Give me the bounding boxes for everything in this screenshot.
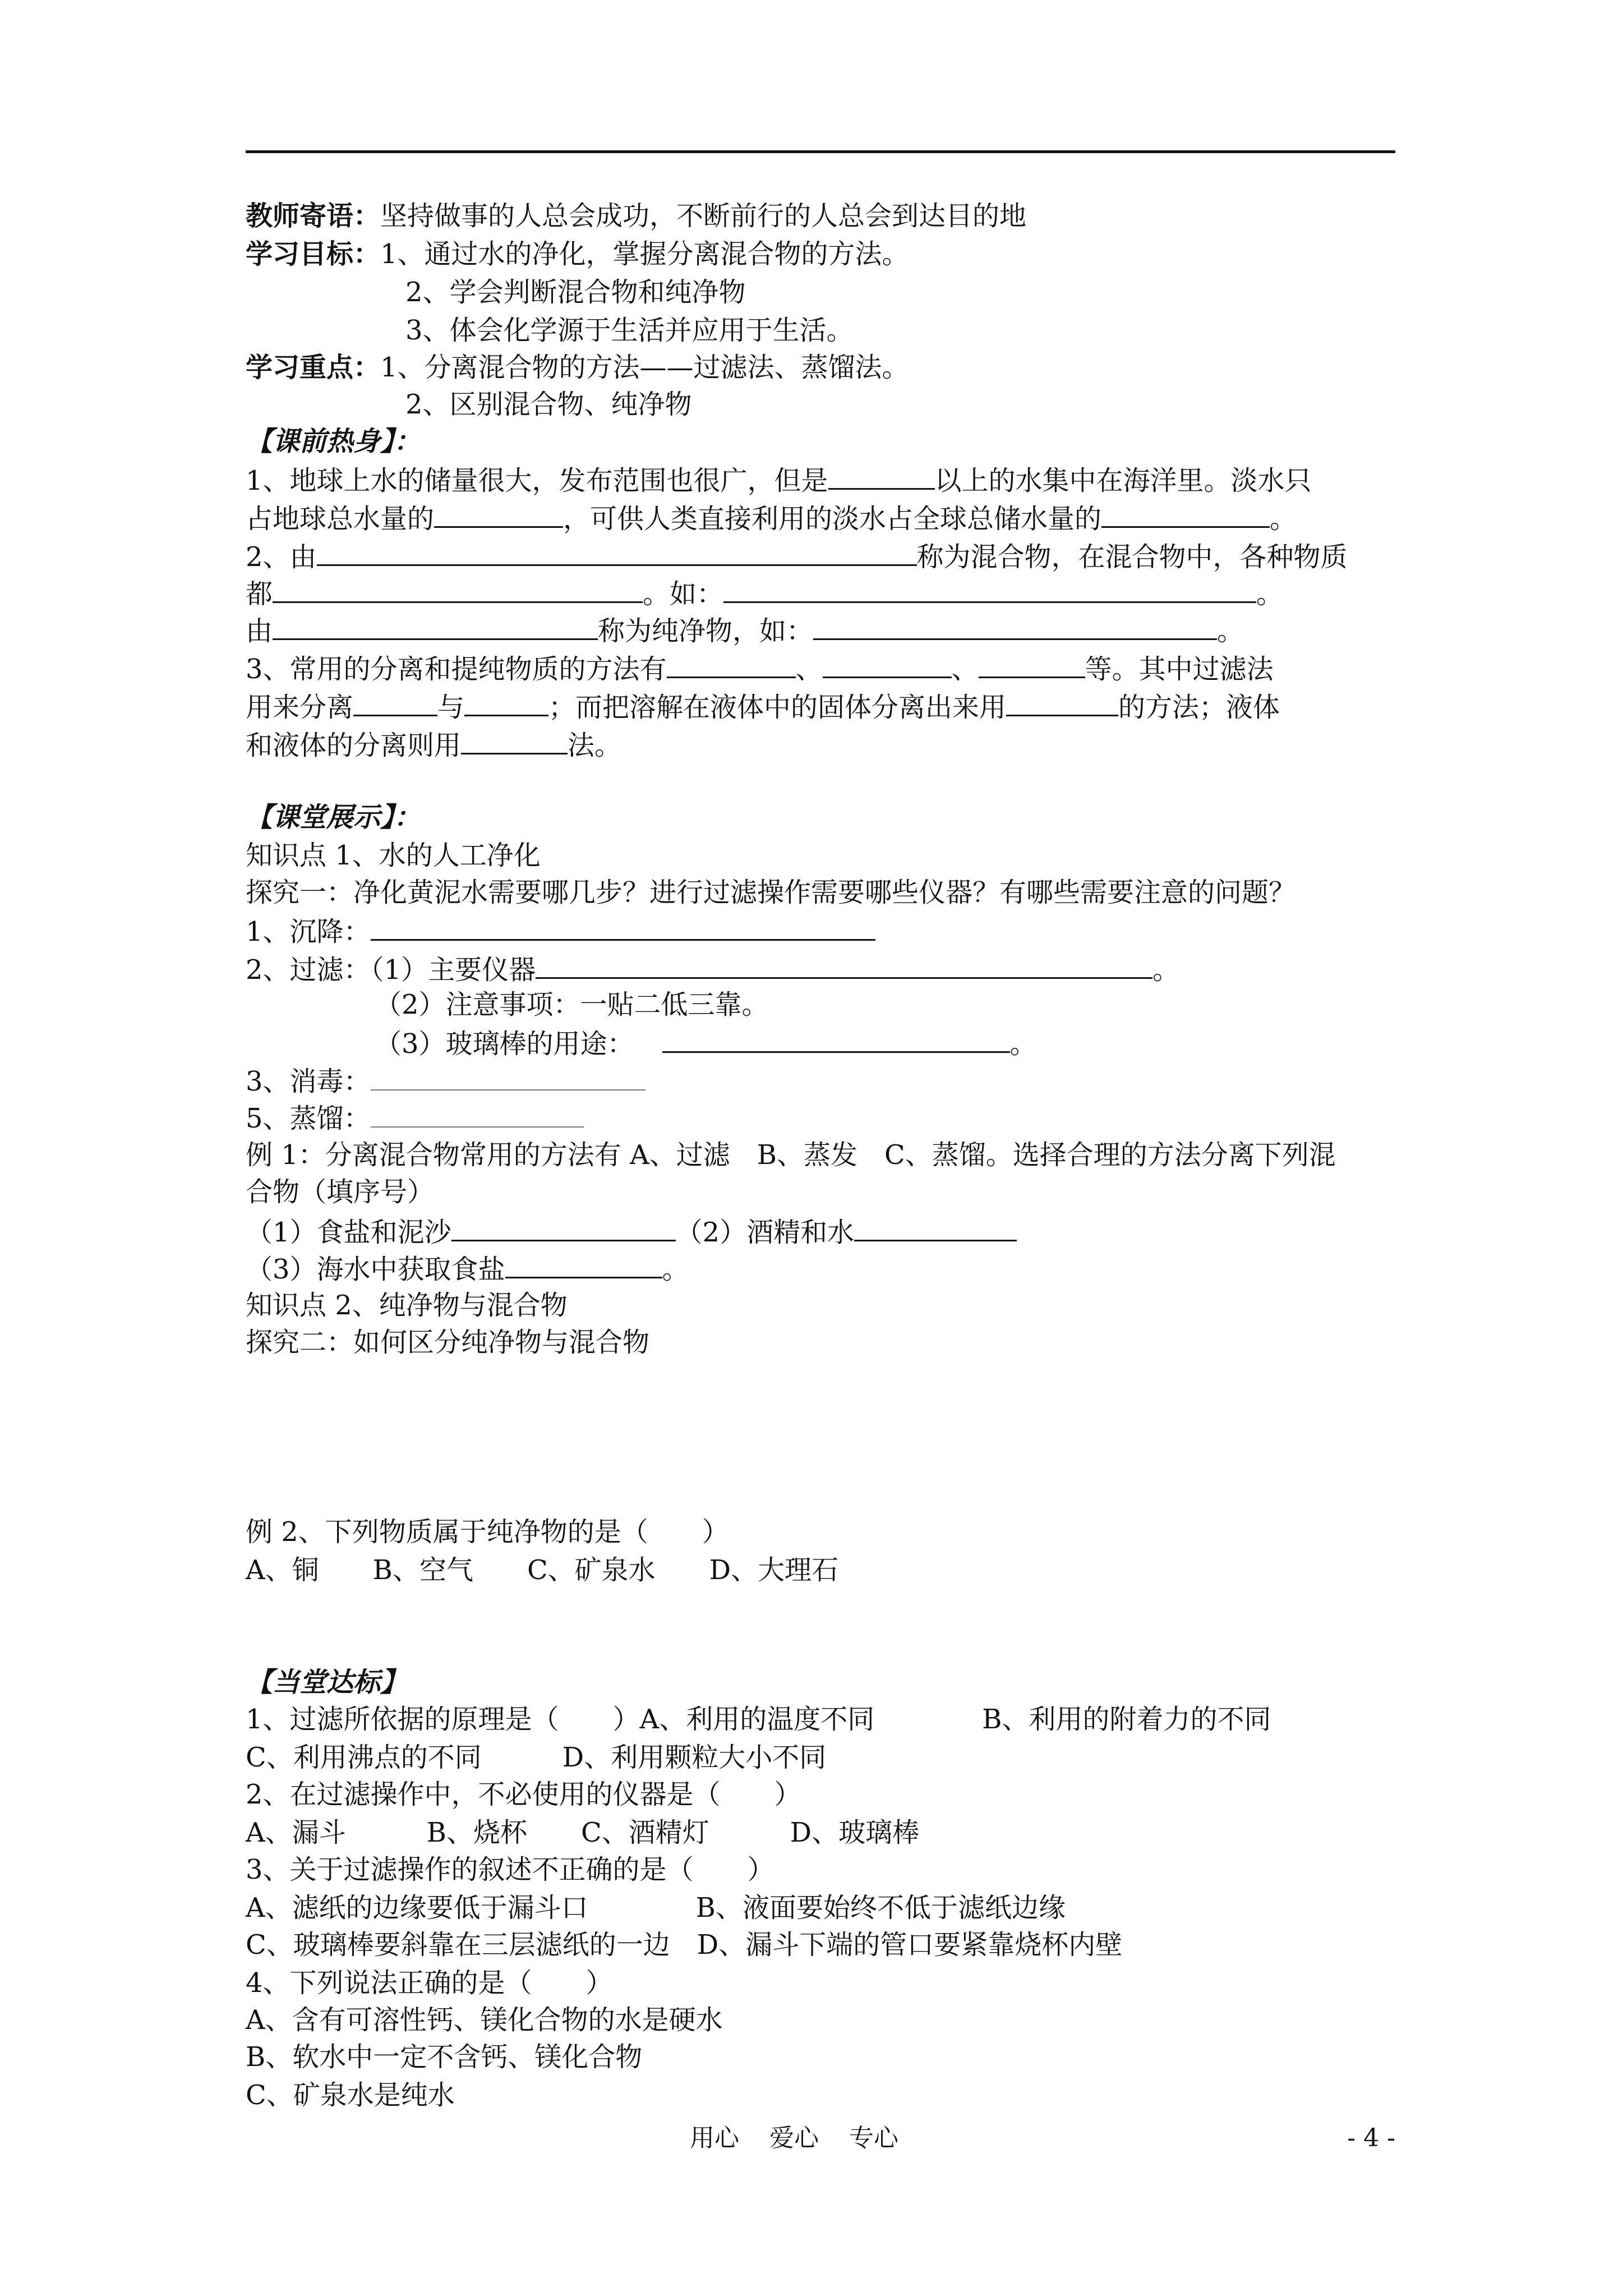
blank[interactable] xyxy=(979,647,1085,678)
example-1-item3: （3）海水中获取食盐 。 xyxy=(246,1248,689,1287)
header-rule xyxy=(246,150,1395,153)
warmup-heading: 【课前热身】： xyxy=(246,426,421,457)
test-q4: 4、下列说法正确的是（ ） xyxy=(246,1967,613,1999)
blank[interactable] xyxy=(464,685,548,716)
test-q4-option-b: B、软水中一定不含钙、镁化合物 xyxy=(246,2041,643,2073)
blank[interactable] xyxy=(854,1211,1017,1241)
step-disinfection: 3、消毒： xyxy=(246,1060,645,1099)
footer-motto: 用心 爱心 专心 xyxy=(690,2124,898,2152)
blank[interactable] xyxy=(813,609,1217,640)
page-number: - 4 - xyxy=(1347,2124,1395,2152)
blank[interactable] xyxy=(536,948,1152,979)
blank[interactable] xyxy=(1101,497,1270,528)
blank[interactable] xyxy=(273,609,598,640)
warmup-q3: 3、常用的分离和提纯物质的方法有 、 、 等。其中过滤法 xyxy=(246,647,1274,687)
example-2-options: A、铜 B、空气 C、矿泉水 D、大理石 xyxy=(246,1554,839,1586)
learning-goals: 学习目标：1、通过水的净化，掌握分离混合物的方法。 xyxy=(246,238,909,270)
warmup-q2: 2、由 称为混合物，在混合物中，各种物质 xyxy=(246,535,1348,574)
blank[interactable] xyxy=(667,647,796,678)
knowledge-point-2: 知识点 2、纯净物与混合物 xyxy=(246,1290,568,1321)
test-q1: 1、过滤所依据的原理是（ ）A、利用的温度不同 B、利用的附着力的不同 xyxy=(246,1704,1271,1735)
key-points: 学习重点：1、分离混合物的方法——过滤法、蒸馏法。 xyxy=(246,352,909,383)
step-distillation: 5、蒸馏： xyxy=(246,1097,584,1137)
learning-goal-2: 2、学会判断混合物和纯净物 xyxy=(405,277,746,308)
blank[interactable] xyxy=(317,535,917,566)
test-q3-options-2: C、玻璃棒要斜靠在三层滤纸的一边 D、漏斗下端的管口要紧靠烧杯内壁 xyxy=(246,1929,1123,1961)
blank[interactable] xyxy=(273,572,643,603)
blank[interactable] xyxy=(723,572,1256,603)
blank[interactable] xyxy=(371,910,875,941)
example-1-cont: 合物（填序号） xyxy=(246,1176,435,1208)
learning-goal-3: 3、体会化学源于生活并应用于生活。 xyxy=(405,315,854,346)
warmup-q3-liquid: 和液体的分离则用 法。 xyxy=(246,724,621,763)
classroom-heading: 【课堂展示】： xyxy=(246,802,421,833)
blank[interactable] xyxy=(371,1097,584,1128)
test-q3: 3、关于过滤操作的叙述不正确的是（ ） xyxy=(246,1854,774,1885)
warmup-q3-cont: 用来分离 与 ；而把溶解在液体中的固体分离出来用 的方法；液体 xyxy=(246,685,1280,725)
test-q2: 2、在过滤操作中，不必使用的仪器是（ ） xyxy=(246,1779,801,1810)
warmup-q1: 1、地球上水的储量很大，发布范围也很广，但是 以上的水集中在海洋里。淡水只 xyxy=(246,459,1312,498)
test-q2-options: A、漏斗 B、烧杯 C、酒精灯 D、玻璃棒 xyxy=(246,1817,920,1848)
example-1: 例 1：分离混合物常用的方法有 A、过滤 B、蒸发 C、蒸馏。选择合理的方法分离下列混 xyxy=(246,1139,1336,1171)
blank[interactable] xyxy=(461,724,568,754)
test-q4-option-a: A、含有可溶性钙、镁化合物的水是硬水 xyxy=(246,2004,723,2036)
warmup-q1-cont: 占地球总水量的 ，可供人类直接利用的淡水占全球总储水量的 。 xyxy=(246,497,1297,536)
test-q4-option-c: C、矿泉水是纯水 xyxy=(246,2079,455,2111)
blank[interactable] xyxy=(371,1060,645,1091)
knowledge-point-1: 知识点 1、水的人工净化 xyxy=(246,840,541,871)
blank[interactable] xyxy=(434,497,563,528)
step-sedimentation: 1、沉降： xyxy=(246,910,875,949)
blank[interactable] xyxy=(1006,685,1118,716)
blank[interactable] xyxy=(828,459,935,490)
teacher-message: 教师寄语：坚持做事的人总会成功，不断前行的人总会到达目的地 xyxy=(246,200,1027,232)
test-heading: 【当堂达标】 xyxy=(246,1667,408,1698)
explore-2: 探究二：如何区分纯净物与混合物 xyxy=(246,1327,650,1358)
glass-rod-use: （3）玻璃棒的用途： 。 xyxy=(375,1022,1037,1061)
example-2: 例 2、下列物质属于纯净物的是（ ） xyxy=(246,1516,729,1548)
warmup-q2-cont: 都 。如： 。 xyxy=(246,572,1283,611)
filtration-notes: （2）注意事项：一贴二低三靠。 xyxy=(375,989,769,1020)
blank[interactable] xyxy=(505,1248,662,1278)
warmup-q2-pure: 由 称为纯净物，如： 。 xyxy=(246,609,1244,648)
step-filtration: 2、过滤：（1）主要仪器 。 xyxy=(246,948,1179,987)
blank[interactable] xyxy=(451,1211,676,1241)
test-q3-options: A、滤纸的边缘要低于漏斗口 B、液面要始终不低于滤纸边缘 xyxy=(246,1892,1066,1924)
blank[interactable] xyxy=(353,685,437,716)
explore-1: 探究一：净化黄泥水需要哪几步？进行过滤操作需要哪些仪器？有哪些需要注意的问题？ xyxy=(246,877,1296,908)
example-1-items: （1）食盐和泥沙 （2）酒精和水 xyxy=(246,1211,1017,1250)
test-q1-options: C、利用沸点的不同 D、利用颗粒大小不同 xyxy=(246,1742,827,1773)
blank[interactable] xyxy=(823,647,952,678)
key-point-2: 2、区别混合物、纯净物 xyxy=(405,389,692,420)
blank[interactable] xyxy=(662,1022,1010,1053)
